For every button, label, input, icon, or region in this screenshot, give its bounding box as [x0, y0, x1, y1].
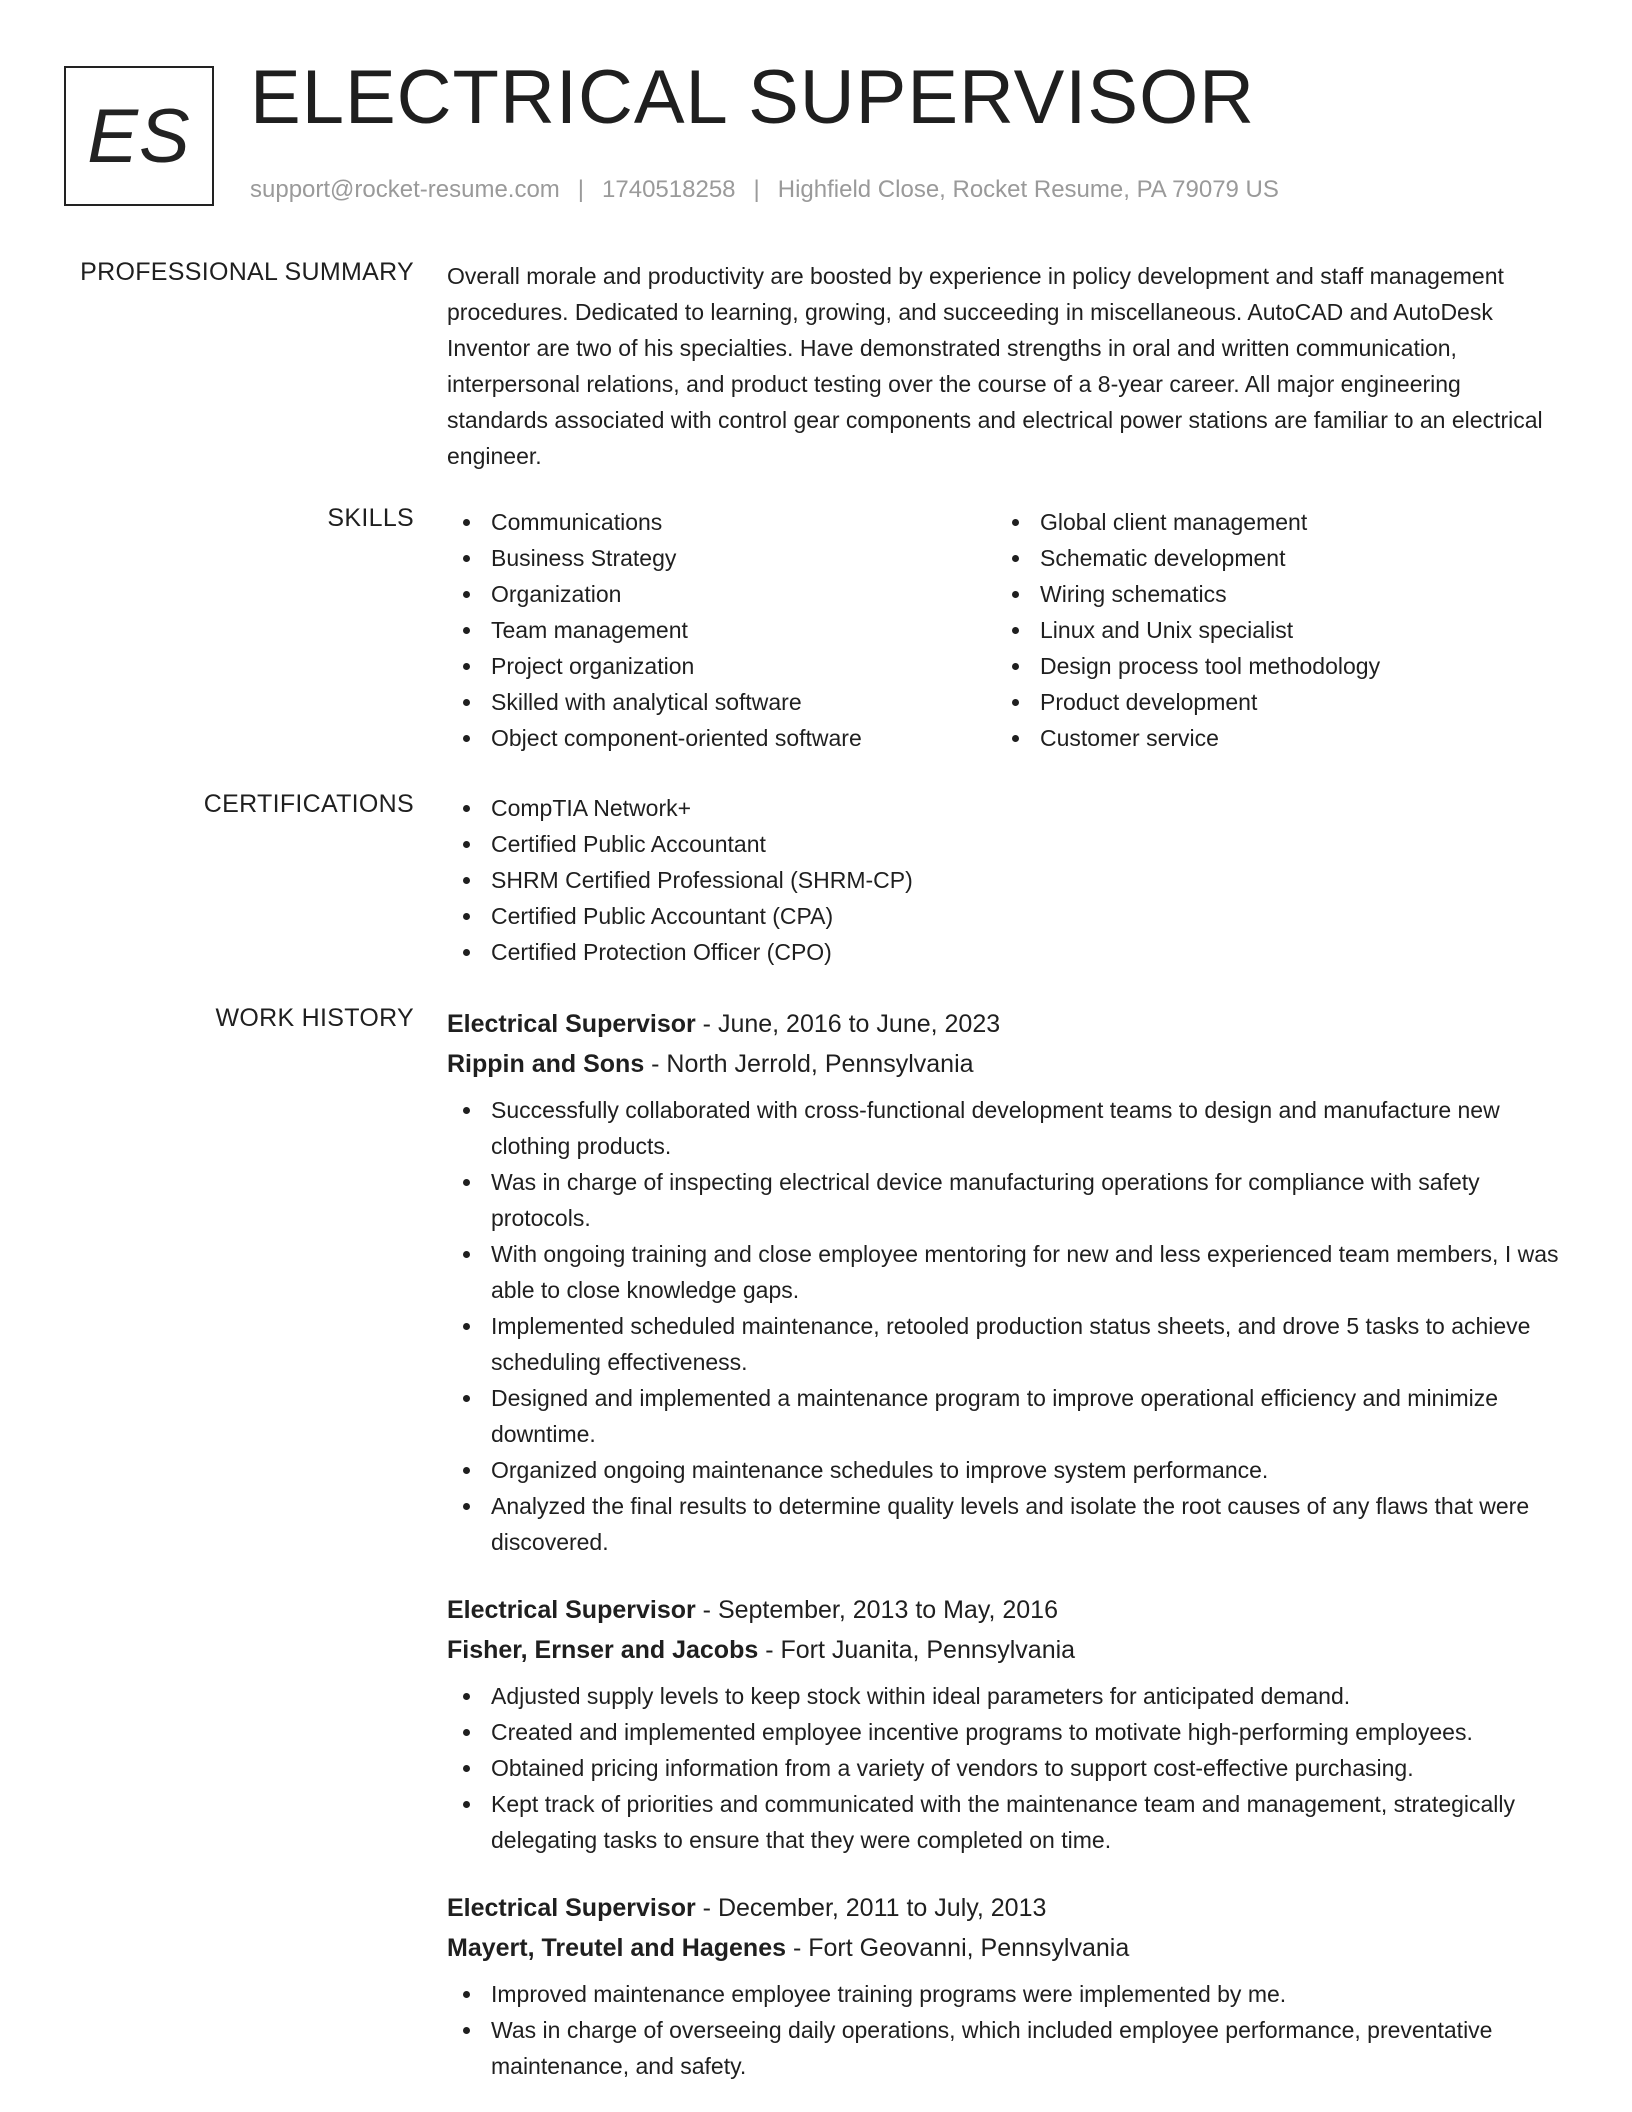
job-entry — [447, 1004, 1567, 1560]
summary-text: Overall morale and productivity are boosted by experience in policy development and staff management procedures. Dedicated to learning, growing, and succeeding in miscellaneous. AutoCAD and AutoDesk Inventor are two of his specialties. Have demonstrated strengths in oral and written communication, interpersonal relations, and product testing over the course of a 8-year career. All major engineering standards associated with control gear components and electrical power stations are familiar to an electrical engineer. — [447, 263, 1543, 469]
job-bullet: Was in charge of overseeing daily operations, which included employee performance, preventative maintenance, and safety. — [447, 2012, 1567, 2084]
job-bullet: Organized ongoing maintenance schedules to improve system performance. — [447, 1452, 1567, 1488]
skills-list-right — [996, 504, 1545, 756]
contact-email[interactable]: support@rocket-resume.com — [250, 176, 560, 203]
job-entry — [447, 1590, 1567, 1858]
job-bullet: Kept track of priorities and communicated with the maintenance team and management, strategically delegating tasks to ensure that they were completed on time. — [447, 1786, 1567, 1858]
skill-item: Communications — [447, 504, 996, 540]
job-bullet: Was in charge of inspecting electrical device manufacturing operations for compliance with safety protocols. — [447, 1164, 1567, 1236]
skill-item: Design process tool methodology — [996, 648, 1545, 684]
job-company-line — [447, 1630, 1567, 1670]
skill-item: Team management — [447, 612, 996, 648]
skill-item: Wiring schematics — [996, 576, 1545, 612]
skill-item: Business Strategy — [447, 540, 996, 576]
skill-item: Skilled with analytical software — [447, 684, 996, 720]
contact-separator: | — [753, 176, 760, 203]
job-bullets — [447, 1976, 1567, 2084]
job-dates: - June, 2016 to June, 2023 — [695, 1010, 1001, 1038]
skill-item: Organization — [447, 576, 996, 612]
job-bullets — [447, 1678, 1567, 1858]
job-entry — [447, 1888, 1567, 2084]
skill-item: Product development — [996, 684, 1545, 720]
contact-phone[interactable]: 1740518258 — [602, 176, 736, 203]
job-role-line — [447, 1590, 1567, 1630]
contact-address: Highfield Close, Rocket Resume, PA 79079 US — [777, 176, 1279, 203]
job-location: - Fort Juanita, Pennsylvania — [758, 1636, 1076, 1664]
job-dates: - September, 2013 to May, 2016 — [695, 1596, 1058, 1624]
certification-item: Certified Protection Officer (CPO) — [447, 934, 1567, 970]
certification-item: CompTIA Network+ — [447, 790, 1567, 826]
summary-heading: PROFESSIONAL SUMMARY — [80, 258, 414, 286]
job-location: - Fort Geovanni, Pennsylvania — [786, 1934, 1130, 1962]
skills-list-left — [447, 504, 996, 756]
work-history-heading: WORK HISTORY — [215, 1004, 414, 1032]
skill-item: Schematic development — [996, 540, 1545, 576]
job-company-line — [447, 1044, 1567, 1084]
job-company: Mayert, Treutel and Hagenes — [447, 1934, 787, 1962]
job-company: Rippin and Sons — [447, 1050, 645, 1078]
job-bullet: Obtained pricing information from a variety of vendors to support cost-effective purchasing. — [447, 1750, 1567, 1786]
job-bullet: Designed and implemented a maintenance program to improve operational efficiency and minimize downtime. — [447, 1380, 1567, 1452]
skill-item: Global client management — [996, 504, 1545, 540]
certifications-body — [447, 790, 1567, 970]
job-bullet: With ongoing training and close employee mentoring for new and less experienced team members, I was able to close knowledge gaps. — [447, 1236, 1567, 1308]
job-role-line — [447, 1004, 1567, 1044]
job-dates: - December, 2011 to July, 2013 — [695, 1894, 1047, 1922]
certification-item: SHRM Certified Professional (SHRM-CP) — [447, 862, 1567, 898]
job-company-line — [447, 1928, 1567, 1968]
job-role-line — [447, 1888, 1567, 1928]
certification-item: Certified Public Accountant (CPA) — [447, 898, 1567, 934]
work-history-body — [447, 1004, 1567, 2084]
skill-item: Project organization — [447, 648, 996, 684]
resume-title: ELECTRICAL SUPERVISOR — [250, 55, 1256, 140]
skills-heading: SKILLS — [327, 504, 414, 532]
skill-item: Customer service — [996, 720, 1545, 756]
job-bullet: Analyzed the final results to determine quality levels and isolate the root causes of any flaws that were discovered. — [447, 1488, 1567, 1560]
skill-item: Linux and Unix specialist — [996, 612, 1545, 648]
job-bullets — [447, 1092, 1567, 1560]
job-role: Electrical Supervisor — [447, 1596, 696, 1624]
job-role: Electrical Supervisor — [447, 1894, 696, 1922]
certification-item: Certified Public Accountant — [447, 826, 1567, 862]
certifications-list — [447, 790, 1567, 970]
monogram-badge: ES — [64, 66, 214, 206]
job-bullet: Adjusted supply levels to keep stock within ideal parameters for anticipated demand. — [447, 1678, 1567, 1714]
job-bullet: Created and implemented employee incentive programs to motivate high-performing employees. — [447, 1714, 1567, 1750]
contact-line — [250, 176, 1279, 204]
summary-body — [447, 258, 1567, 474]
job-company: Fisher, Ernser and Jacobs — [447, 1636, 759, 1664]
contact-separator: | — [577, 176, 585, 203]
job-bullet: Implemented scheduled maintenance, retooled production status sheets, and drove 5 tasks to achieve scheduling effectiveness. — [447, 1308, 1567, 1380]
skills-body — [447, 504, 1567, 756]
job-bullet: Successfully collaborated with cross-functional development teams to design and manufacture new clothing products. — [447, 1092, 1567, 1164]
job-bullet: Improved maintenance employee training programs were implemented by me. — [447, 1976, 1567, 2012]
job-location: - North Jerrold, Pennsylvania — [644, 1050, 974, 1078]
certifications-heading: CERTIFICATIONS — [203, 790, 414, 818]
job-role: Electrical Supervisor — [447, 1010, 696, 1038]
skill-item: Object component-oriented software — [447, 720, 996, 756]
